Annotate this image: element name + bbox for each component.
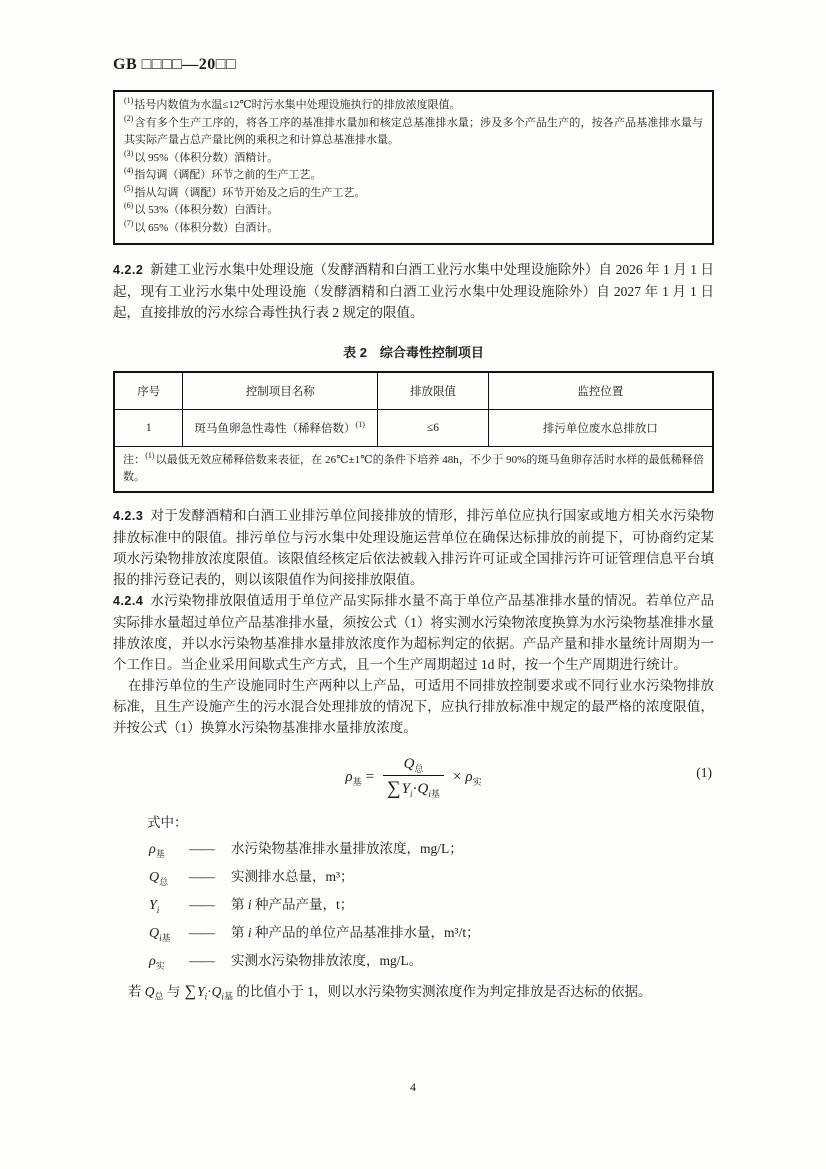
q-base-symbol: Q [211, 984, 222, 999]
definition-rho-actual [149, 949, 714, 977]
subscript-var: i [159, 932, 162, 943]
rho-base-symbol: ρ [345, 768, 353, 785]
footnote-box [113, 90, 714, 245]
definition-text-pre: 实测水污染物排放浓度，mg/L。 [231, 953, 423, 968]
q-total-subscript: 总 [414, 763, 424, 774]
q-base-subscript-i: i [221, 991, 224, 1002]
definition-symbol [149, 842, 189, 858]
symbol-definitions [149, 837, 714, 977]
clause-4-2-2 [113, 259, 714, 323]
equals-sign: = [365, 768, 375, 785]
symbol: Q [149, 870, 160, 885]
definition-dash: —— [189, 897, 214, 912]
clause-4-2-3 [113, 505, 714, 590]
header-cell-limit: 排放限值 [378, 372, 489, 410]
q-total-symbol: Q [144, 984, 155, 999]
table-2 [113, 371, 714, 493]
footnote [124, 220, 703, 238]
y-symbol: Y [401, 780, 410, 797]
y-symbol: Y [197, 984, 205, 999]
header-cell-location: 监控位置 [488, 372, 713, 410]
subscript-cjk: 总 [159, 876, 169, 887]
footnote-marker: (1) [124, 96, 134, 106]
q-total-subscript: 总 [154, 991, 164, 1002]
table-row [114, 410, 713, 447]
cell-name-footnote-marker: (1) [355, 420, 365, 430]
footnote [124, 150, 703, 168]
footnote-marker: (6) [124, 201, 134, 211]
formula-1 [345, 756, 481, 799]
definition-y-i [149, 893, 714, 921]
definition-text [231, 837, 714, 857]
rho-actual-symbol: ρ [465, 768, 473, 785]
where-label: 式中： [147, 815, 188, 830]
definition-q-i-base [149, 921, 714, 949]
note-text: 以最低无效应稀释倍数来表征，在 26℃±1℃的条件下培养 48h，不少于 90%的斑马鱼卵存活时水样的最低稀释倍数。 [123, 454, 704, 483]
footnote [124, 115, 703, 150]
formula-lhs [345, 769, 361, 786]
fraction-numerator [400, 756, 428, 775]
definition-symbol [149, 898, 189, 914]
table-2-title: 表 2 综合毒性控制项目 [343, 345, 484, 360]
definition-text [231, 865, 714, 885]
cell-name-text: 斑马鱼卵急性毒性（稀释倍数） [194, 423, 356, 435]
footnote-text: 以 65%（体积分数）白酒计。 [134, 221, 279, 234]
definition-dash: —— [189, 869, 214, 884]
closing-paragraph [113, 981, 714, 1003]
q-base-subscript-i: i [428, 788, 431, 799]
y-subscript: i [204, 991, 208, 1002]
clause-4-2-4 [113, 590, 714, 675]
table-header-row [114, 372, 713, 410]
standard-number-header: GB □□□□—20□□ [113, 56, 237, 73]
cell-name [183, 410, 378, 447]
footnote-marker: (2) [124, 113, 134, 123]
footnote [124, 185, 703, 203]
closing-post: 的比值小于 1，则以水污染物实测浓度作为判定排放是否达标的依据。 [232, 984, 652, 999]
symbol: ρ [149, 954, 156, 969]
page-number: 4 [410, 1080, 416, 1094]
definition-text-pre: 第 [231, 925, 248, 940]
definition-text [231, 921, 714, 941]
sum-symbol: ∑ [184, 983, 197, 1000]
footnote-marker: (4) [124, 166, 134, 176]
footnote [124, 202, 703, 220]
definition-dash: —— [189, 925, 214, 940]
definition-text-var: i [247, 925, 252, 940]
q-base-subscript-cjk: 基 [223, 991, 233, 1002]
footnote [124, 97, 703, 115]
times-sign: × [452, 768, 462, 785]
footnote-marker: (7) [124, 218, 134, 228]
definition-symbol [149, 870, 189, 886]
formula-rhs [465, 769, 481, 786]
header-cell-name: 控制项目名称 [183, 372, 378, 410]
clause-text: 水污染物排放限值适用于单位产品实际排水量不高于单位产品基准排水量的情况。若单位产品实际排水量超过单位产品基准排水量，须按公式（1）将实测水污染物浓度换算为水污染物基准排水量排放浓度，并以水污染物基准排水量排放浓度作为超标判定的依据。产品产量和排水量统计周期为一个工作日。当企业采用间歇式生产方式，且一个生产周期超过 1d 时，按一个生产周期进行统计。 [113, 593, 714, 672]
clause-number: 4.2.2 [113, 263, 144, 277]
subscript-var: i [156, 904, 160, 915]
footnote-text: 以 95%（体积分数）酒精计。 [134, 151, 279, 164]
definition-text [231, 949, 714, 969]
footnote-marker: (3) [124, 148, 134, 158]
sum-symbol: ∑ [387, 777, 401, 799]
y-subscript: i [410, 788, 413, 799]
subscript-cjk: 基 [161, 932, 171, 943]
cell-no: 1 [114, 410, 183, 447]
fraction [383, 756, 444, 799]
footnote-text: 指勾调（调配）环节之前的生产工艺。 [134, 169, 322, 181]
symbol: ρ [149, 842, 156, 857]
definition-text-pre: 水污染物基准排水量排放浓度，mg/L； [231, 841, 463, 856]
footnote-text: 括号内数值为水温≤12℃时污水集中处理设施执行的排放浓度限值。 [134, 99, 461, 111]
clause-text: 对于发酵酒精和白酒工业排污单位间接排放的情形，排污单位应执行国家或地方相关水污染物排放标准中的限值。排污单位与污水集中处理设施运营单位在确保达标排放的前提下，可协商约定某项水污染物排放浓度限值。该限值经核定后依法被载入排污许可证或全国排污许可证管理信息平台填报的排污登记表的，则以该限值作为间接排放限值。 [113, 508, 714, 587]
formula-block [113, 751, 714, 803]
dot-operator: · [412, 780, 418, 797]
symbol: Y [149, 898, 157, 913]
closing-mid: 与 [163, 984, 184, 999]
dot-operator: · [207, 984, 212, 999]
closing-pre: 若 [127, 984, 145, 999]
definition-text-pre: 实测排水总量，m³； [231, 869, 354, 884]
subscript-cjk: 基 [155, 848, 165, 859]
formula-number: (1) [696, 765, 712, 780]
footnote-text: 含有多个生产工序的，将各工序的基准排水量加和核定总基准排水量；涉及多个产品生产的，按各产品基准排水量与其实际产量占总产量比例的乘积之和计算总基准排水量。 [124, 116, 703, 146]
rho-actual-subscript: 实 [472, 776, 482, 787]
symbol: Q [149, 926, 160, 941]
fraction-denominator [383, 775, 444, 799]
definition-q-total [149, 865, 714, 893]
q-total-symbol: Q [403, 755, 415, 772]
footnote-text: 指从勾调（调配）环节开始及之后的生产工艺。 [134, 186, 366, 199]
subscript-cjk: 实 [155, 960, 165, 971]
definition-dash: —— [189, 953, 214, 968]
note-label: 注： [123, 454, 146, 466]
page-content [113, 0, 714, 1003]
q-base-subscript-cjk: 基 [430, 788, 440, 799]
definition-dash: —— [189, 841, 214, 856]
table-note-row [114, 447, 713, 493]
table-note [114, 447, 713, 493]
footnote-marker: (5) [124, 183, 134, 193]
definition-rho-base [149, 837, 714, 865]
definition-text-var: i [247, 897, 252, 912]
definition-symbol [149, 954, 189, 970]
definition-text [231, 893, 714, 913]
clause-number: 4.2.4 [113, 594, 144, 608]
cell-location: 排污单位废水总排放口 [488, 410, 713, 447]
definition-text-pre: 第 [231, 897, 248, 912]
definition-text-post: 种产品产量，t； [251, 897, 354, 912]
definition-symbol [149, 926, 189, 942]
definition-text-post: 种产品的单位产品基准排水量，m³/t； [251, 925, 480, 940]
header-cell-no: 序号 [114, 372, 183, 410]
rho-base-subscript: 基 [352, 776, 362, 787]
note-marker: (1) [145, 451, 155, 461]
cell-limit: ≤6 [378, 410, 489, 447]
paragraph-mixed-products: 在排污单位的生产设施同时生产两种以上产品，可适用不同排放控制要求或不同行业水污染物排放标准，且生产设施产生的污水混合处理排放的情况下，应执行排放标准中规定的最严格的浓度限值，并按公式（1）换算水污染物基准排水量排放浓度。 [113, 678, 714, 735]
footnote [124, 167, 703, 185]
q-base-symbol: Q [417, 780, 429, 797]
footnote-text: 以 53%（体积分数）白酒计。 [134, 204, 279, 216]
clause-text: 新建工业污水集中处理设施（发酵酒精和白酒工业污水集中处理设施除外）自 2026 年 1 月 1 日起，现有工业污水集中处理设施（发酵酒精和白酒工业污水集中处理设施除外）自 2027 年 1 月 1 日起，直接排放的污水综合毒性执行表 2 规定的限值。 [113, 262, 714, 320]
clause-number: 4.2.3 [113, 509, 144, 523]
